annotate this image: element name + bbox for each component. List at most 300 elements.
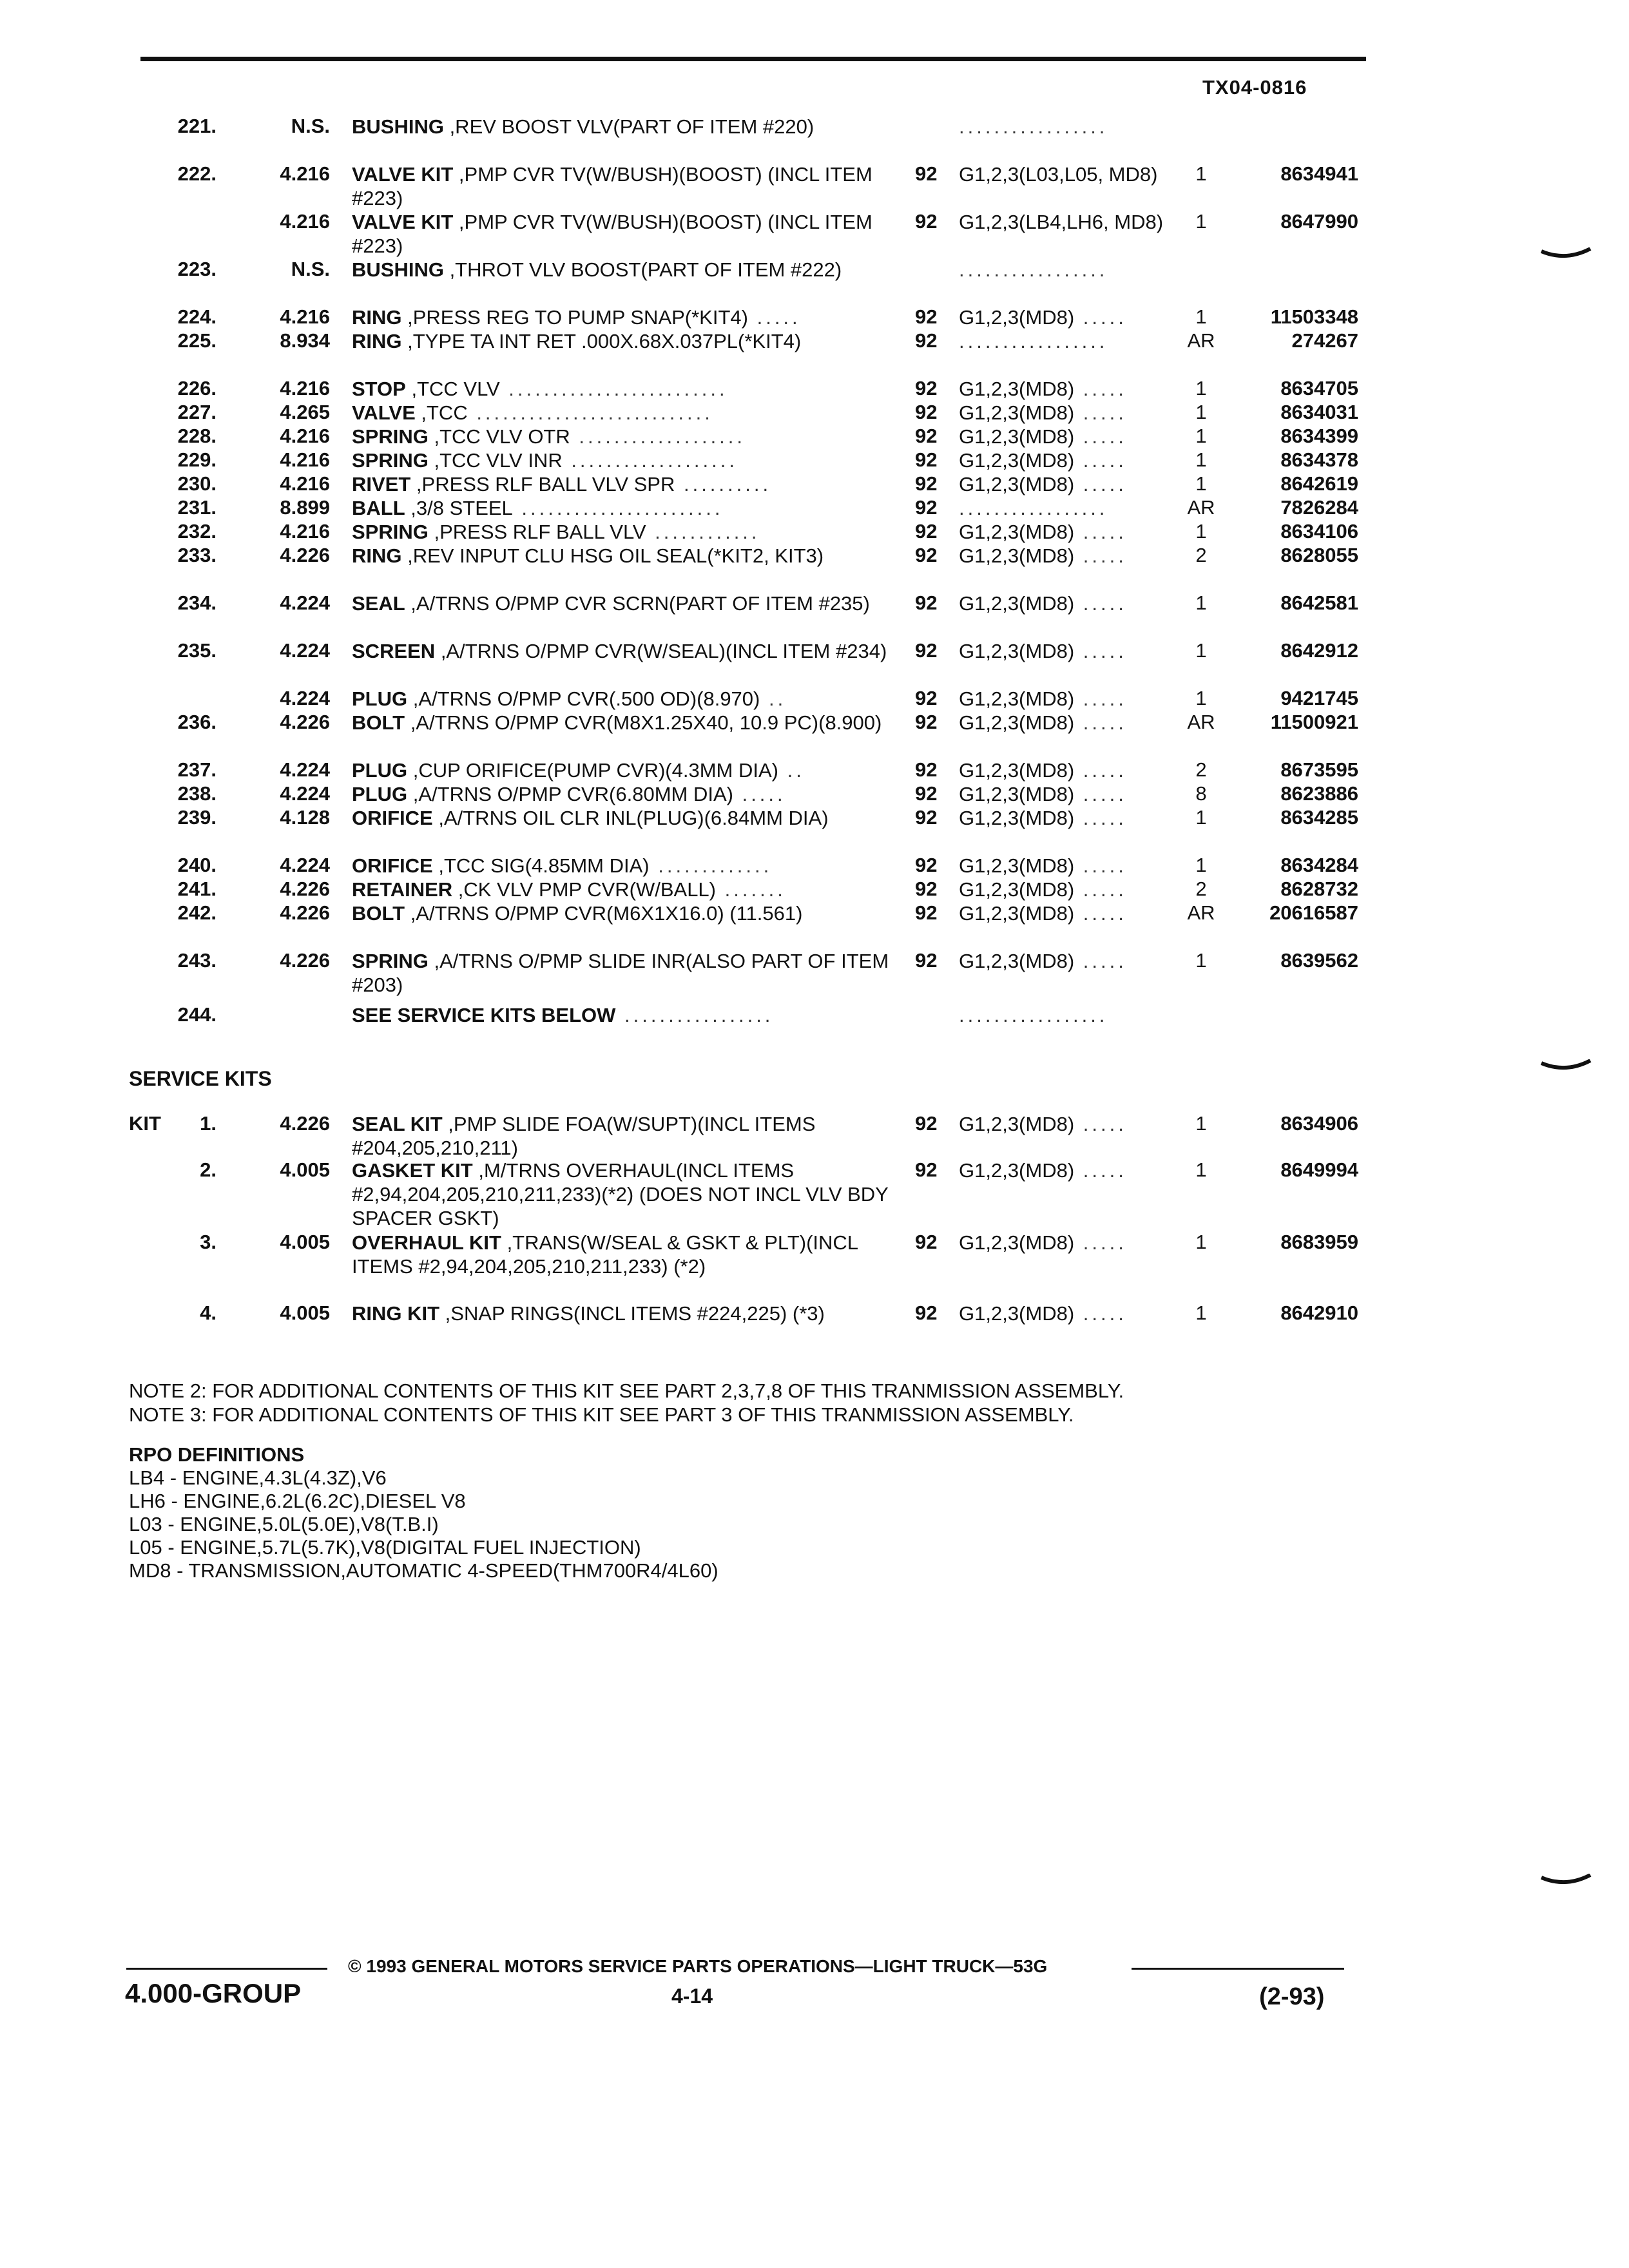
group-number: 4.226 <box>280 949 330 972</box>
parts-row <box>0 782 1629 806</box>
parts-row <box>0 401 1629 425</box>
part-number: 8634378 <box>1280 448 1358 471</box>
application <box>959 377 1165 401</box>
part-description <box>352 901 893 925</box>
group-number: 8.899 <box>280 496 330 519</box>
item-number: 234. <box>177 591 217 614</box>
part-description <box>352 854 893 878</box>
item-number: 225. <box>177 329 217 352</box>
application-dots: ..... <box>1074 521 1127 543</box>
application-text: G1,2,3(L03,L05, MD8) <box>959 163 1158 186</box>
quantity: 1 <box>1195 1231 1207 1253</box>
parts-row <box>0 162 1629 210</box>
group-number: 4.224 <box>280 591 330 614</box>
rpo-item: LB4 - ENGINE,4.3L(4.3Z),V6 <box>129 1466 387 1489</box>
item-number: 240. <box>177 854 217 876</box>
group-number: 4.226 <box>280 1112 330 1135</box>
part-detail: ,PRESS RLF BALL VLV SPR <box>410 473 675 495</box>
item-number: 242. <box>177 901 217 924</box>
leader-dots: ............. <box>649 854 773 877</box>
application-text: G1,2,3(MD8) <box>959 592 1075 615</box>
group-number: N.S. <box>291 115 330 137</box>
application-text: G1,2,3(MD8) <box>959 1302 1075 1325</box>
application-dots: ................. <box>959 115 1108 138</box>
item-number: 224. <box>177 305 217 328</box>
parts-row <box>0 901 1629 925</box>
application-dots: ..... <box>1074 592 1127 615</box>
group-number: 4.224 <box>280 687 330 709</box>
part-name: SEAL KIT <box>352 1113 443 1135</box>
item-number: 2. <box>200 1158 217 1181</box>
item-number: 226. <box>177 377 217 399</box>
part-detail: ,TCC <box>415 401 468 424</box>
quantity: 1 <box>1195 305 1207 328</box>
part-description <box>352 496 893 520</box>
model-year: 92 <box>915 162 938 185</box>
parts-row <box>0 448 1629 472</box>
group-number: 4.216 <box>280 472 330 495</box>
model-year: 92 <box>915 878 938 900</box>
quantity: 1 <box>1195 1302 1207 1324</box>
part-number: 8642912 <box>1280 639 1358 662</box>
application <box>959 854 1165 878</box>
parts-row <box>0 1302 1629 1325</box>
application-dots: ................. <box>959 330 1108 352</box>
punch-mark-1 <box>1540 247 1592 262</box>
part-description <box>352 258 893 282</box>
application-dots: ..... <box>1074 950 1127 972</box>
group-number: 4.216 <box>280 425 330 447</box>
part-detail: ,TRANS(W/SEAL & GSKT & PLT)(INCL ITEMS #2,94,204,205,210,211,233) (*2) <box>352 1231 858 1278</box>
parts-row <box>0 758 1629 782</box>
part-number: 8628732 <box>1280 878 1358 900</box>
leader-dots: ..... <box>733 783 786 805</box>
part-name: ORIFICE <box>352 807 433 829</box>
application-dots: ..... <box>1074 783 1127 805</box>
part-detail: ,PMP SLIDE FOA(W/SUPT)(INCL ITEMS #204,205,210,211) <box>352 1113 816 1159</box>
part-number: 8634284 <box>1280 854 1358 876</box>
part-number: 274267 <box>1291 329 1358 352</box>
part-detail: ,A/TRNS O/PMP SLIDE INR(ALSO PART OF ITEM #203) <box>352 950 889 996</box>
part-detail: ,M/TRNS OVERHAUL(INCL ITEMS #2,94,204,205,210,211,233)(*2) (DOES NOT INCL VLV BDY SPACER GSKT) <box>352 1159 889 1229</box>
quantity: 1 <box>1195 949 1207 972</box>
leader-dots: ................. <box>615 1004 774 1026</box>
group-number: 4.005 <box>280 1231 330 1253</box>
item-number: 1. <box>200 1112 217 1135</box>
item-number: 4. <box>200 1302 217 1324</box>
application-dots: ..... <box>1074 401 1127 424</box>
part-number: 8623886 <box>1280 782 1358 805</box>
application <box>959 639 1165 663</box>
parts-row <box>0 854 1629 878</box>
application <box>959 1231 1165 1254</box>
part-number: 8649994 <box>1280 1158 1358 1181</box>
model-year: 92 <box>915 544 938 566</box>
application-dots: ................. <box>959 1004 1108 1026</box>
part-name: PLUG <box>352 759 408 782</box>
part-description <box>352 1112 893 1160</box>
rpo-item: LH6 - ENGINE,6.2L(6.2C),DIESEL V8 <box>129 1490 466 1512</box>
application-text: G1,2,3(LB4,LH6, MD8) <box>959 211 1164 233</box>
group-number: 4.224 <box>280 782 330 805</box>
page-number: 4-14 <box>671 1984 713 2008</box>
part-number: 9421745 <box>1280 687 1358 709</box>
quantity: 1 <box>1195 210 1207 233</box>
item-number: 230. <box>177 472 217 495</box>
group-number: 4.216 <box>280 305 330 328</box>
group-number: 4.224 <box>280 758 330 781</box>
part-name: VALVE KIT <box>352 163 454 186</box>
parts-row <box>0 806 1629 830</box>
part-name: BUSHING <box>352 115 444 138</box>
part-description <box>352 878 893 901</box>
model-year: 92 <box>915 1112 938 1135</box>
application <box>959 520 1165 544</box>
part-detail: ,PRESS RLF BALL VLV <box>428 521 646 543</box>
application-text: G1,2,3(MD8) <box>959 711 1075 734</box>
model-year: 92 <box>915 1302 938 1324</box>
quantity: 1 <box>1195 377 1207 399</box>
quantity: 1 <box>1195 401 1207 423</box>
quantity: 1 <box>1195 687 1207 709</box>
part-description <box>352 639 893 663</box>
parts-row <box>0 377 1629 401</box>
part-detail: ,PRESS REG TO PUMP SNAP(*KIT4) <box>401 306 748 329</box>
part-name: SPRING <box>352 950 429 972</box>
model-year: 92 <box>915 305 938 328</box>
parts-row <box>0 210 1629 258</box>
item-number: 233. <box>177 544 217 566</box>
leader-dots: ....................... <box>512 497 724 519</box>
application-text: G1,2,3(MD8) <box>959 544 1075 567</box>
application-text: G1,2,3(MD8) <box>959 378 1075 400</box>
part-name: OVERHAUL KIT <box>352 1231 501 1254</box>
leader-dots: ......................... <box>499 378 728 400</box>
quantity: AR <box>1187 711 1215 733</box>
punch-mark-2 <box>1540 1059 1592 1073</box>
application-dots: ..... <box>1074 878 1127 901</box>
application <box>959 544 1165 568</box>
parts-row <box>0 1112 1629 1160</box>
application-text: G1,2,3(MD8) <box>959 783 1075 805</box>
parts-row <box>0 472 1629 496</box>
application <box>959 782 1165 806</box>
item-number: 237. <box>177 758 217 781</box>
leader-dots: .. <box>760 687 787 710</box>
quantity: 8 <box>1195 782 1207 805</box>
footer-date: (2-93) <box>1259 1983 1325 2010</box>
part-name: ORIFICE <box>352 854 433 877</box>
item-number: 232. <box>177 520 217 543</box>
quantity: 1 <box>1195 854 1207 876</box>
item-number: 222. <box>177 162 217 185</box>
rpo-item: MD8 - TRANSMISSION,AUTOMATIC 4-SPEED(THM700R4/4L60) <box>129 1559 718 1582</box>
part-number: 8634705 <box>1280 377 1358 399</box>
application-text: G1,2,3(MD8) <box>959 425 1075 448</box>
parts-row <box>0 878 1629 901</box>
application-text: G1,2,3(MD8) <box>959 878 1075 901</box>
application-text: G1,2,3(MD8) <box>959 902 1075 925</box>
part-number: 8673595 <box>1280 758 1358 781</box>
parts-row <box>0 1231 1629 1278</box>
application <box>959 687 1165 711</box>
application-text: G1,2,3(MD8) <box>959 807 1075 829</box>
quantity: 1 <box>1195 1158 1207 1181</box>
item-number: 3. <box>200 1231 217 1253</box>
part-detail: ,A/TRNS O/PMP CVR(6.80MM DIA) <box>407 783 733 805</box>
application <box>959 305 1165 329</box>
part-name: GASKET KIT <box>352 1159 473 1182</box>
footer-rule-left <box>126 1968 327 1970</box>
part-number: 8634106 <box>1280 520 1358 543</box>
model-year: 92 <box>915 520 938 543</box>
item-number: 244. <box>177 1003 217 1026</box>
model-year: 92 <box>915 687 938 709</box>
part-number: 11500921 <box>1270 711 1358 733</box>
part-number: 11503348 <box>1270 305 1358 328</box>
parts-row <box>0 544 1629 568</box>
quantity: 1 <box>1195 591 1207 614</box>
group-number: 4.005 <box>280 1302 330 1324</box>
part-description <box>352 949 893 997</box>
part-name: SEE SERVICE KITS BELOW <box>352 1004 616 1026</box>
application-text: G1,2,3(MD8) <box>959 1113 1075 1135</box>
part-name: STOP <box>352 378 406 400</box>
application-text: G1,2,3(MD8) <box>959 449 1075 472</box>
part-description <box>352 401 893 425</box>
part-description <box>352 305 893 329</box>
application <box>959 472 1165 496</box>
application-text: G1,2,3(MD8) <box>959 306 1075 329</box>
part-name: RING KIT <box>352 1302 440 1325</box>
application-dots: ..... <box>1074 1113 1127 1135</box>
item-number: 228. <box>177 425 217 447</box>
part-number: 8683959 <box>1280 1231 1358 1253</box>
application-dots: ..... <box>1074 1159 1127 1182</box>
application <box>959 496 1165 520</box>
rpo-item: L05 - ENGINE,5.7L(5.7K),V8(DIGITAL FUEL INJECTION) <box>129 1536 641 1559</box>
parts-row <box>0 496 1629 520</box>
group-number: 4.224 <box>280 854 330 876</box>
application-text: G1,2,3(MD8) <box>959 950 1075 972</box>
part-detail: ,CUP ORIFICE(PUMP CVR)(4.3MM DIA) <box>407 759 778 782</box>
quantity: 1 <box>1195 472 1207 495</box>
item-number: 231. <box>177 496 217 519</box>
group-number: 4.224 <box>280 639 330 662</box>
group-number: 4.216 <box>280 520 330 543</box>
application-dots: ..... <box>1074 449 1127 472</box>
part-name: BALL <box>352 497 405 519</box>
model-year: 92 <box>915 758 938 781</box>
part-detail: ,TCC VLV INR <box>428 449 563 472</box>
quantity: 1 <box>1195 425 1207 447</box>
quantity: 2 <box>1195 758 1207 781</box>
leader-dots: ................... <box>570 425 746 448</box>
model-year: 92 <box>915 949 938 972</box>
application-dots: ..... <box>1074 1302 1127 1325</box>
document-id: TX04-0816 <box>1202 76 1307 99</box>
parts-row <box>0 329 1629 353</box>
part-number: 8634031 <box>1280 401 1358 423</box>
group-number: 4.216 <box>280 162 330 185</box>
service-kits-title: SERVICE KITS <box>129 1067 272 1090</box>
application-text: G1,2,3(MD8) <box>959 1231 1075 1254</box>
rpo-title: RPO DEFINITIONS <box>129 1443 305 1466</box>
application-dots: ..... <box>1074 306 1127 329</box>
application-text: G1,2,3(MD8) <box>959 473 1075 495</box>
part-description <box>352 1158 893 1230</box>
item-number: 223. <box>177 258 217 280</box>
part-detail: ,A/TRNS O/PMP CVR(W/SEAL)(INCL ITEM #234) <box>435 640 887 662</box>
part-name: PLUG <box>352 783 408 805</box>
application-text: G1,2,3(MD8) <box>959 854 1075 877</box>
item-number: 238. <box>177 782 217 805</box>
part-name: VALVE <box>352 401 416 424</box>
group-number: N.S. <box>291 258 330 280</box>
model-year: 92 <box>915 472 938 495</box>
application <box>959 949 1165 973</box>
model-year: 92 <box>915 425 938 447</box>
part-number: 8642910 <box>1280 1302 1358 1324</box>
application <box>959 162 1165 186</box>
part-description <box>352 758 893 782</box>
part-description <box>352 377 893 401</box>
application <box>959 401 1165 425</box>
top-rule <box>140 57 1366 61</box>
application <box>959 1003 1165 1027</box>
quantity: 1 <box>1195 806 1207 829</box>
application <box>959 758 1165 782</box>
application-text: G1,2,3(MD8) <box>959 759 1075 782</box>
group-number: 8.934 <box>280 329 330 352</box>
part-number: 8628055 <box>1280 544 1358 566</box>
part-description <box>352 425 893 448</box>
application <box>959 901 1165 925</box>
group-number: 4.216 <box>280 377 330 399</box>
application-dots: ..... <box>1074 473 1127 495</box>
footer-group: 4.000-GROUP <box>125 1978 302 2008</box>
application-dots: ..... <box>1074 544 1127 567</box>
part-detail: ,TYPE TA INT RET .000X.68X.037PL(*KIT4) <box>401 330 802 352</box>
part-description <box>352 544 893 568</box>
part-description <box>352 711 893 735</box>
part-number: 8634399 <box>1280 425 1358 447</box>
leader-dots: .......... <box>675 473 772 495</box>
quantity: 1 <box>1195 448 1207 471</box>
quantity: 2 <box>1195 878 1207 900</box>
part-name: PLUG <box>352 687 408 710</box>
kit-label: KIT <box>129 1112 161 1135</box>
part-description <box>352 448 893 472</box>
part-name: SEAL <box>352 592 405 615</box>
rpo-definitions <box>129 1443 718 1582</box>
application-dots: ..... <box>1074 902 1127 925</box>
part-detail: ,A/TRNS OIL CLR INL(PLUG)(6.84MM DIA) <box>432 807 829 829</box>
group-number: 4.226 <box>280 711 330 733</box>
note-3: NOTE 3: FOR ADDITIONAL CONTENTS OF THIS KIT SEE PART 3 OF THIS TRANMISSION ASSEMBLY. <box>129 1403 1074 1426</box>
parts-row <box>0 1003 1629 1027</box>
leader-dots: ........................... <box>467 401 713 424</box>
part-detail: ,TCC VLV <box>405 378 500 400</box>
parts-row <box>0 520 1629 544</box>
part-detail: ,TCC VLV OTR <box>428 425 570 448</box>
model-year: 92 <box>915 711 938 733</box>
application-dots: ..... <box>1074 807 1127 829</box>
parts-row <box>0 1158 1629 1230</box>
part-number: 8634941 <box>1280 162 1358 185</box>
part-description <box>352 1003 893 1027</box>
application-dots: ..... <box>1074 640 1127 662</box>
rpo-item: L03 - ENGINE,5.0L(5.0E),V8(T.B.I) <box>129 1513 439 1535</box>
quantity: 2 <box>1195 544 1207 566</box>
model-year: 92 <box>915 782 938 805</box>
model-year: 92 <box>915 901 938 924</box>
part-name: SPRING <box>352 425 429 448</box>
application-text: G1,2,3(MD8) <box>959 640 1075 662</box>
application <box>959 878 1165 901</box>
leader-dots: .. <box>778 759 805 782</box>
part-description <box>352 687 893 711</box>
leader-dots: ................... <box>562 449 738 472</box>
item-number: 241. <box>177 878 217 900</box>
model-year: 92 <box>915 806 938 829</box>
note-2: NOTE 2: FOR ADDITIONAL CONTENTS OF THIS KIT SEE PART 2,3,7,8 OF THIS TRANMISSION ASSEMBLY. <box>129 1379 1124 1402</box>
application-dots: ..... <box>1074 711 1127 734</box>
part-number: 20616587 <box>1269 901 1358 924</box>
item-number: 236. <box>177 711 217 733</box>
quantity: AR <box>1187 901 1215 924</box>
part-name: BOLT <box>352 711 405 734</box>
part-detail: ,3/8 STEEL <box>405 497 513 519</box>
application-dots: ..... <box>1074 854 1127 877</box>
leader-dots: ..... <box>747 306 801 329</box>
quantity: 1 <box>1195 162 1207 185</box>
model-year: 92 <box>915 591 938 614</box>
parts-row <box>0 639 1629 663</box>
part-name: BUSHING <box>352 258 444 281</box>
application <box>959 425 1165 448</box>
part-name: SPRING <box>352 521 429 543</box>
parts-row <box>0 591 1629 615</box>
part-description <box>352 806 893 830</box>
item-number: 229. <box>177 448 217 471</box>
model-year: 92 <box>915 1231 938 1253</box>
part-number: 7826284 <box>1280 496 1358 519</box>
part-description <box>352 210 893 258</box>
item-number: 235. <box>177 639 217 662</box>
part-description <box>352 1231 893 1278</box>
footer-rule-right <box>1132 1968 1344 1970</box>
model-year: 92 <box>915 401 938 423</box>
group-number: 4.226 <box>280 544 330 566</box>
leader-dots: ....... <box>716 878 786 901</box>
application <box>959 210 1165 234</box>
notes <box>129 1379 1124 1427</box>
part-number: 8642581 <box>1280 591 1358 614</box>
application-text: G1,2,3(MD8) <box>959 521 1075 543</box>
item-number: 221. <box>177 115 217 137</box>
part-number: 8634285 <box>1280 806 1358 829</box>
part-detail: ,REV INPUT CLU HSG OIL SEAL(*KIT2, KIT3) <box>401 544 824 567</box>
part-number: 8634906 <box>1280 1112 1358 1135</box>
part-description <box>352 520 893 544</box>
part-name: SPRING <box>352 449 429 472</box>
part-name: RETAINER <box>352 878 453 901</box>
punch-mark-3 <box>1540 1874 1592 1888</box>
item-number: 227. <box>177 401 217 423</box>
application-dots: ..... <box>1074 759 1127 782</box>
model-year: 92 <box>915 1158 938 1181</box>
